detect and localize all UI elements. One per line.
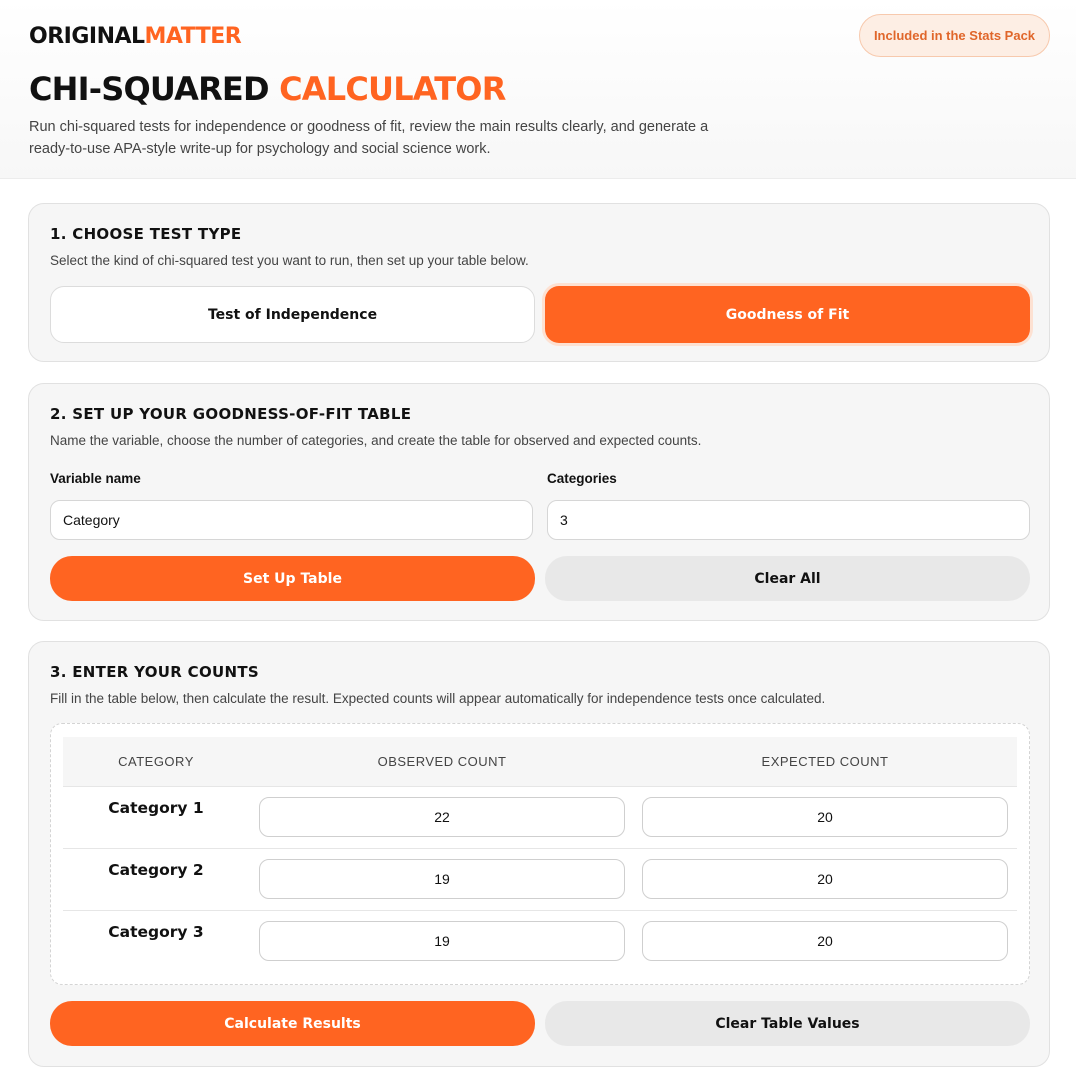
observed-count-input[interactable] <box>259 859 625 899</box>
page-title <box>29 70 506 108</box>
step2-card <box>28 383 1050 621</box>
counts-table <box>50 723 1030 985</box>
variable-name-input[interactable] <box>50 500 533 540</box>
clear-table-values-button[interactable]: Clear Table Values <box>545 1001 1030 1046</box>
step1-card <box>28 203 1050 362</box>
page-header <box>0 0 1076 179</box>
column-header-expected: EXPECTED COUNT <box>761 754 889 769</box>
step1-description: Select the kind of chi-squared test you want to run, then set up your table below. <box>50 253 529 268</box>
page-title-part2: CALCULATOR <box>279 70 506 108</box>
column-header-observed: OBSERVED COUNT <box>377 754 507 769</box>
step2-description: Name the variable, choose the number of categories, and create the table for observed and expected counts. <box>50 433 702 448</box>
categories-label: Categories <box>547 471 617 486</box>
page-title-part1: CHI-SQUARED <box>29 70 269 108</box>
table-header <box>63 737 1017 786</box>
step3-card <box>28 641 1050 1067</box>
row-label: Category 1 <box>108 799 204 817</box>
step1-heading: 1. CHOOSE TEST TYPE <box>50 225 242 243</box>
column-header-category: CATEGORY <box>118 754 194 769</box>
brand-logo-part2: MATTER <box>144 24 242 49</box>
stats-pack-badge: Included in the Stats Pack <box>859 14 1050 57</box>
clear-all-button[interactable]: Clear All <box>545 556 1030 601</box>
page-intro: Run chi-squared tests for independence or goodness of fit, review the main results clearly, and generate a ready-to-use APA-style write-up for psychology and social science work. <box>29 119 709 157</box>
observed-count-input[interactable] <box>259 921 625 961</box>
table-row <box>63 848 1017 910</box>
row-label: Category 2 <box>108 861 204 879</box>
row-label: Category 3 <box>108 923 204 941</box>
goodness-of-fit-button[interactable]: Goodness of Fit <box>545 286 1030 343</box>
expected-count-input[interactable] <box>642 921 1008 961</box>
step3-heading: 3. ENTER YOUR COUNTS <box>50 663 259 681</box>
expected-count-input[interactable] <box>642 797 1008 837</box>
table-row <box>63 786 1017 848</box>
set-up-table-button[interactable]: Set Up Table <box>50 556 535 601</box>
expected-count-input[interactable] <box>642 859 1008 899</box>
brand-logo[interactable] <box>29 24 241 49</box>
test-of-independence-button[interactable]: Test of Independence <box>50 286 535 343</box>
table-row <box>63 910 1017 972</box>
step3-description: Fill in the table below, then calculate the result. Expected counts will appear automatically for independence tests once calculated. <box>50 691 826 706</box>
brand-logo-part1: ORIGINAL <box>29 24 145 49</box>
categories-input[interactable] <box>547 500 1030 540</box>
step2-heading: 2. SET UP YOUR GOODNESS-OF-FIT TABLE <box>50 405 412 423</box>
calculate-results-button[interactable]: Calculate Results <box>50 1001 535 1046</box>
observed-count-input[interactable] <box>259 797 625 837</box>
variable-name-label: Variable name <box>50 471 141 486</box>
